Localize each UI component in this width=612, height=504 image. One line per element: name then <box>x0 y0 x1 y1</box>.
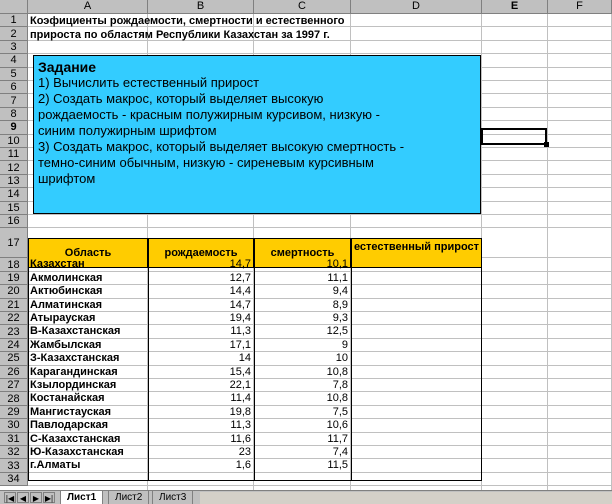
table-row-birth-rate[interactable]: 12,7 <box>229 271 251 284</box>
row-header-7[interactable]: 7 <box>0 94 28 107</box>
table-row-region[interactable]: г.Алматы <box>30 459 81 472</box>
sheet-tab-3[interactable]: Лист3 <box>152 491 193 504</box>
table-row-natural-growth[interactable] <box>351 325 482 338</box>
tab-next-button[interactable]: ▶ <box>30 492 42 503</box>
table-row-region[interactable]: Ю-Казахстанская <box>30 446 124 458</box>
table-row-region[interactable]: Акмолинская <box>30 271 103 284</box>
row-header-15[interactable]: 15 <box>0 202 28 215</box>
table-row-natural-growth[interactable] <box>351 446 482 459</box>
header-natural-growth[interactable]: естественный прирост <box>351 238 482 268</box>
table-row-region[interactable]: Мангистауская <box>30 405 112 418</box>
table-row-region[interactable]: Актюбинская <box>30 285 103 298</box>
row-header-9[interactable]: 9 <box>0 121 28 134</box>
table-row-region[interactable]: Костанайская <box>30 392 105 405</box>
table-row-natural-growth[interactable] <box>351 379 482 392</box>
table-row-natural-growth[interactable] <box>351 312 482 325</box>
row-header-8[interactable]: 8 <box>0 108 28 121</box>
row-header-3[interactable]: 3 <box>0 41 28 54</box>
table-row-natural-growth[interactable] <box>351 299 482 312</box>
row-header-16[interactable]: 16 <box>0 215 28 228</box>
task-heading: Задание <box>38 59 97 75</box>
table-row-birth-rate[interactable]: 1,6 <box>235 459 251 472</box>
table-row-birth-rate[interactable]: 11,3 <box>230 325 251 338</box>
table-row-birth-rate[interactable]: 17,1 <box>229 338 251 351</box>
table-row-region[interactable]: Жамбылская <box>30 338 102 351</box>
table-row-death-rate[interactable]: 11,1 <box>327 271 348 284</box>
row-header-10[interactable]: 10 <box>0 135 28 148</box>
row-header-18[interactable]: 18 <box>0 258 28 271</box>
task-line: шрифтом <box>38 171 96 186</box>
row-header-17[interactable]: 17 <box>0 228 28 258</box>
table-row-region[interactable]: Карагандинская <box>30 365 118 378</box>
row-header-19[interactable]: 19 <box>0 272 28 285</box>
table-row-natural-growth[interactable] <box>351 339 482 352</box>
table-row-death-rate[interactable]: 7,5 <box>332 405 348 418</box>
column-header-e[interactable]: E <box>482 0 548 14</box>
table-row-birth-rate[interactable]: 14 <box>238 352 251 365</box>
table-row-birth-rate[interactable]: 15,4 <box>229 365 251 378</box>
table-row-death-rate[interactable]: 10,8 <box>326 392 348 405</box>
table-row-natural-growth[interactable] <box>351 433 482 446</box>
column-header-f[interactable]: F <box>548 0 612 14</box>
table-row-death-rate[interactable]: 9,3 <box>332 312 348 324</box>
task-line: рождаемость - красным полужирным курсивом, низкую - <box>38 107 380 122</box>
table-row-birth-rate[interactable]: 14,7 <box>229 298 251 311</box>
row-header-1[interactable]: 1 <box>0 14 28 27</box>
table-row-region[interactable]: Алматинская <box>30 298 102 311</box>
row-header-5[interactable]: 5 <box>0 68 28 81</box>
row-header-21[interactable]: 21 <box>0 299 28 312</box>
tab-prev-button[interactable]: ◀ <box>17 492 29 503</box>
table-row-natural-growth[interactable] <box>351 366 482 379</box>
table-row-natural-growth[interactable] <box>351 392 482 405</box>
table-row-birth-rate[interactable]: 14,7 <box>229 258 251 271</box>
table-row-region[interactable]: Атырауская <box>30 312 96 324</box>
active-cell-E9[interactable] <box>481 128 547 145</box>
table-row-region[interactable]: Павлодарская <box>30 419 109 432</box>
table-row-birth-rate[interactable]: 19,4 <box>229 312 251 324</box>
table-row-region[interactable]: З-Казахстанская <box>30 352 120 365</box>
row-header-12[interactable]: 12 <box>0 161 28 174</box>
table-row-death-rate[interactable]: 9 <box>341 338 348 351</box>
task-text <box>38 75 476 187</box>
row-header-2[interactable]: 2 <box>0 27 28 40</box>
table-row-death-rate[interactable]: 11,5 <box>327 459 348 472</box>
table-row-death-rate[interactable]: 10,6 <box>326 419 348 432</box>
table-row-birth-rate[interactable]: 19,8 <box>229 405 251 418</box>
table-row-birth-rate[interactable]: 11,6 <box>230 432 251 445</box>
table-row-region[interactable]: С-Казахстанская <box>30 432 121 445</box>
table-row-natural-growth[interactable] <box>351 419 482 432</box>
table-row-birth-rate[interactable]: 14,4 <box>229 285 251 298</box>
table-row-birth-rate[interactable]: 22,1 <box>229 379 251 391</box>
table-row-death-rate[interactable]: 7,8 <box>332 379 348 391</box>
table-row-natural-growth[interactable] <box>351 459 482 472</box>
grid-line-h <box>28 227 612 228</box>
table-row-death-rate[interactable]: 12,5 <box>326 325 348 338</box>
task-textbox[interactable] <box>33 55 481 214</box>
column-header-d[interactable]: D <box>351 0 482 14</box>
sheet-title-line-2: прироста по областям Республики Казахстан за 1997 г. <box>30 29 330 41</box>
table-row-death-rate[interactable]: 11,7 <box>327 432 348 445</box>
column-header-c[interactable]: C <box>254 0 351 14</box>
task-line: 2) Создать макрос, который выделяет высокую <box>38 91 324 106</box>
table-row-death-rate[interactable]: 7,4 <box>332 446 348 458</box>
row-header-22[interactable]: 22 <box>0 312 28 325</box>
table-row-natural-growth[interactable] <box>351 272 482 285</box>
sheet-tab-2[interactable]: Лист2 <box>108 491 149 504</box>
header-region[interactable]: Область <box>28 238 148 268</box>
row-header-23[interactable]: 23 <box>0 325 28 338</box>
grid-line-h <box>28 214 612 215</box>
header-birth-rate[interactable]: рождаемость <box>148 238 254 268</box>
row-header-25[interactable]: 25 <box>0 352 28 365</box>
row-header-4[interactable]: 4 <box>0 54 28 67</box>
row-header-33[interactable]: 33 <box>0 459 28 472</box>
column-header-a[interactable]: A <box>28 0 148 14</box>
row-header-27[interactable]: 27 <box>0 379 28 392</box>
sheet-tab-1[interactable]: Лист1 <box>60 491 103 504</box>
horizontal-scroll-area[interactable] <box>200 492 612 504</box>
row-header-24[interactable]: 24 <box>0 339 28 352</box>
table-row-natural-growth[interactable] <box>351 285 482 298</box>
grid-line-h <box>28 485 612 486</box>
task-line: темно-синим обычным, низкую - сиреневым курсивным <box>38 155 374 170</box>
row-header-31[interactable]: 31 <box>0 433 28 446</box>
row-header-13[interactable]: 13 <box>0 175 28 188</box>
table-row-natural-growth[interactable] <box>351 352 482 365</box>
row-header-6[interactable]: 6 <box>0 81 28 94</box>
row-header-30[interactable]: 30 <box>0 419 28 432</box>
table-row-region[interactable]: Кзылординская <box>30 379 117 391</box>
table-row-natural-growth[interactable] <box>351 258 482 271</box>
table-row-death-rate[interactable]: 10,8 <box>326 365 348 378</box>
table-row-death-rate[interactable]: 10 <box>335 352 348 365</box>
task-line: синим полужирным шрифтом <box>38 123 217 138</box>
table-row-birth-rate[interactable]: 11,3 <box>230 419 251 432</box>
tab-last-button[interactable]: ▶| <box>44 494 54 503</box>
table-row-death-rate[interactable]: 10,1 <box>326 258 348 271</box>
row-header-20[interactable]: 20 <box>0 285 28 298</box>
table-row-region[interactable]: В-Казахстанская <box>30 325 121 338</box>
table-row-death-rate[interactable]: 9,4 <box>332 285 348 298</box>
task-line: 1) Вычислить естественный прирост <box>38 75 260 90</box>
task-line: 3) Создать макрос, который выделяет высокую смертность - <box>38 139 405 154</box>
table-row-natural-growth[interactable] <box>351 406 482 419</box>
row-header-11[interactable]: 11 <box>0 148 28 161</box>
row-header-34[interactable]: 34 <box>0 473 28 486</box>
row-header-32[interactable]: 32 <box>0 446 28 459</box>
table-row-death-rate[interactable]: 8,9 <box>332 298 348 311</box>
row-header-26[interactable]: 26 <box>0 366 28 379</box>
table-row-birth-rate[interactable]: 11,4 <box>230 392 251 405</box>
row-header-14[interactable]: 14 <box>0 188 28 201</box>
row-header-29[interactable]: 29 <box>0 406 28 419</box>
tab-first-button[interactable]: |◀ <box>5 494 15 503</box>
sheet-tab-bar <box>0 490 612 504</box>
table-row-birth-rate[interactable]: 23 <box>238 446 251 458</box>
table-row-region[interactable]: Казахстан <box>30 258 85 271</box>
sheet-title-line-1: Коэфициенты рождаемости, смертности и естественного <box>30 15 345 27</box>
row-header-28[interactable]: 28 <box>0 392 28 405</box>
header-death-rate[interactable]: смертность <box>254 238 351 268</box>
select-all-corner[interactable] <box>0 0 28 14</box>
fill-handle[interactable] <box>544 142 549 147</box>
column-header-b[interactable]: B <box>148 0 254 14</box>
